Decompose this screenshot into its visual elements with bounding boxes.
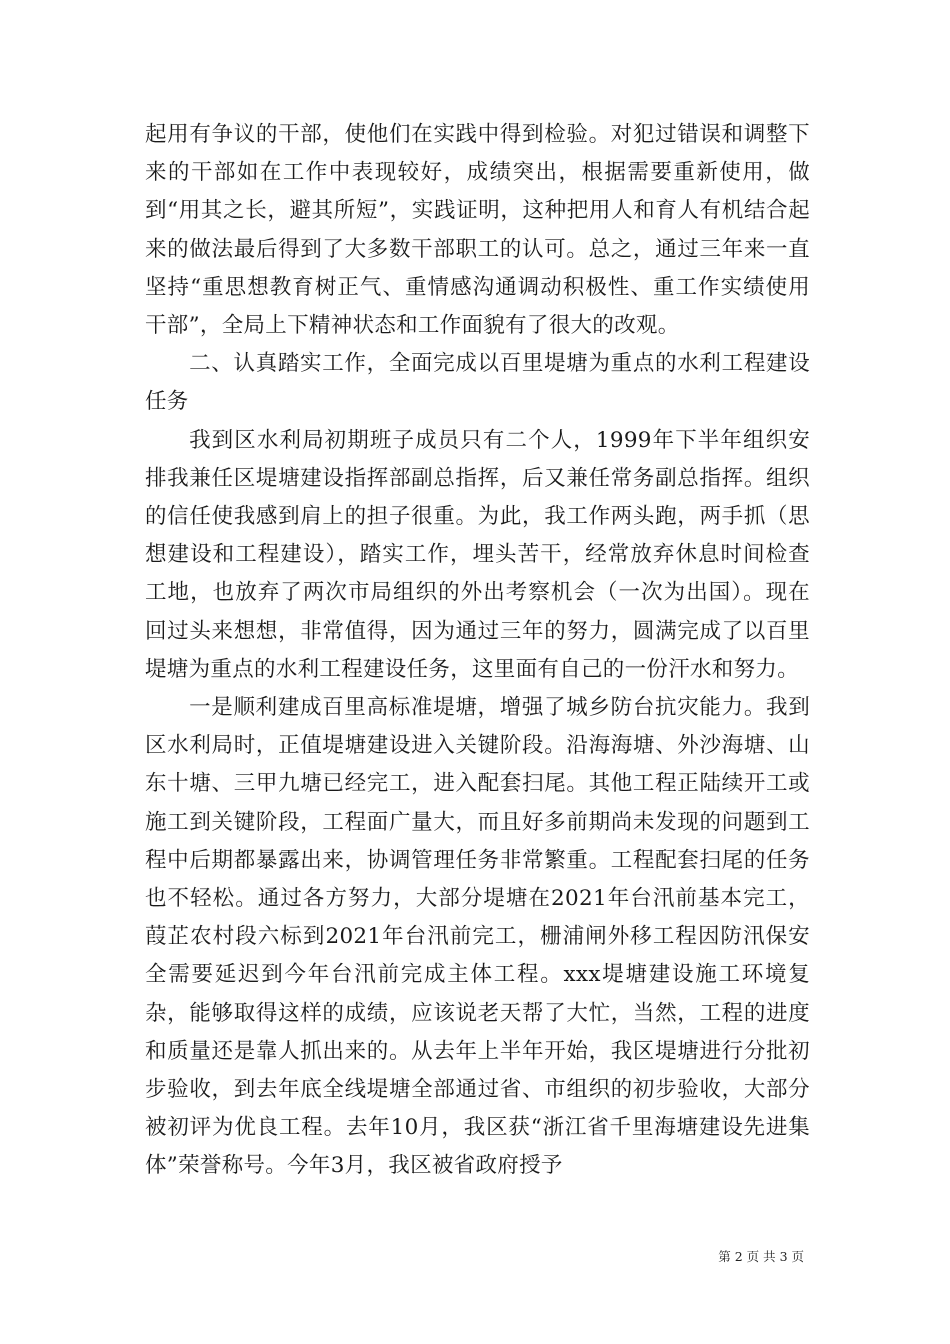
paragraph-seawall-achievement: 一是顺利建成百里高标准堤塘，增强了城乡防台抗灾能力。我到区水利局时，正值堤塘建设进入关键阶段。沿海海塘、外沙海塘、山东十塘、三甲九塘已经完工，进入配套扫尾。其他工程正陆续开工或施工到关键阶段，工程面广量大，而且好多前期尚未发现的问题到工程中后期都暴露出来，协调管理任务非常繁重。工程配套扫尾的任务也不轻松。通过各方努力，大部分堤塘在2021年台汛前基本完工，葭芷农村段六标到2021年台汛前完工，栅浦闸外移工程因防汛保安全需要延迟到今年台汛前完成主体工程。xxx堤塘建设施工环境复杂，能够取得这样的成绩，应该说老天帮了大忙，当然，工程的进度和质量还是靠人抓出来的。从去年上半年开始，我区堤塘进行分批初步验收，到去年底全线堤塘全部通过省、市组织的初步验收，大部分被初评为优良工程。去年10月，我区获“浙江省千里海塘建设先进集体”荣誉称号。今年3月，我区被省政府授予 (145, 695, 810, 1179)
paragraph-personal-account: 我到区水利局初期班子成员只有二个人，1999年下半年组织安排我兼任区堤塘建设指挥部副总指挥，后又兼任常务副总指挥。组织的信任使我感到肩上的担子很重。为此，我工作两头跑，两手抓（思想建设和工程建设），踏实工作，埋头苦干，经常放弃休息时间检查工地，也放弃了两次市局组织的外出考察机会（一次为出国）。现在回过头来想想，非常值得，因为通过三年的努力，圆满完成了以百里堤塘为重点的水利工程建设任务，这里面有自己的一份汗水和努力。 (145, 427, 810, 682)
paragraph-continuation: 起用有争议的干部，使他们在实践中得到检验。对犯过错误和调整下来的干部如在工作中表现较好，成绩突出，根据需要重新使用，做到“用其之长，避其所短”，实践证明，这种把用人和育人有机结合起来的做法最后得到了大多数干部职工的认可。总之，通过三年来一直坚持“重思想教育树正气、重情感沟通调动积极性、重工作实绩使用干部”，全局上下精神状态和工作面貌有了很大的改观。 (145, 122, 810, 339)
page-number: 第 2 页 共 3 页 (718, 1249, 804, 1264)
section-heading: 二、认真踏实工作，全面完成以百里堤塘为重点的水利工程建设任务 (145, 351, 810, 415)
document-body (145, 116, 810, 1186)
